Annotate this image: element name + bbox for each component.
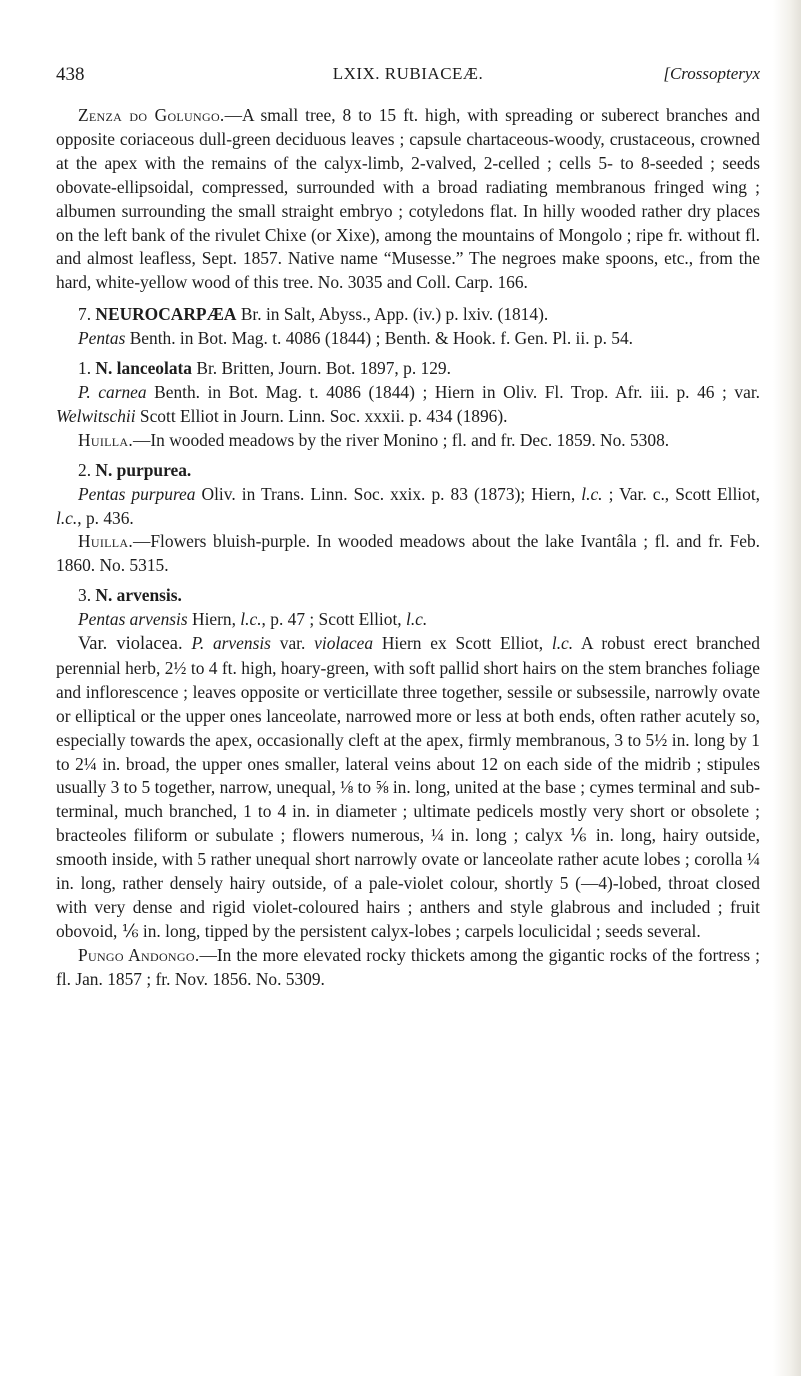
species-citation: Br. Britten, Journ. Bot. 1897, p. 129. (192, 358, 451, 379)
page-header (56, 64, 760, 88)
lc-abbrev: l.c. (551, 633, 574, 654)
species-name: N. arvensis. (95, 585, 182, 606)
lc-abbrev: l.c. (581, 483, 603, 504)
paragraph-zenza (56, 104, 760, 295)
description-text: A robust erect branched perennial herb, 2½ to 4 ft. high, hoary-green, with soft pallid short hairs on the stem branches foliage and inflorescence ; leaves opposite or verticillate three together, sessile or subsessile, narrowly ovate or elliptical or the upper ones lanceolate, narrowed more or less at both ends, often rather acutely so, especially towards the apex, occasionally cleft at the apex, firmly membranous, 3 to 5½ in. long by 1 to 2¼ in. broad, the upper ones smaller, lateral veins about 12 on each side of the midrib ; stipules usually 3 to 5 together, narrow, unequal, ⅛ to ⅝ in. long, united at the base ; cymes terminal and sub-terminal, much branched, 1 to 4 in. in diameter ; ultimate pedicels mostly very short or obsolete ; bracteoles filiform or subulate ; flowers numerous, ¼ in. long ; calyx ⅙ in. long, hairy outside, smooth inside, with 5 rather unequal short narrowly ovate or lanceolate rather acute lobes ; corolla ¼ in. long, rather densely hairy outside, of a pale-violet colour, shortly 5 (—4)-lobed, throat closed with very dense and rigid violet-coloured hairs ; anthers and style glabrous and included ; fruit obovoid, ⅙ in. long, tipped by the persistent calyx-lobes ; carpels loculicidal ; seeds several. (56, 633, 760, 941)
running-title: LXIX. RUBIACEÆ. (332, 64, 484, 83)
genus-number: 7. (78, 304, 92, 325)
genus-name: NEUROCARPÆA (95, 304, 237, 325)
page-body (56, 104, 760, 992)
variety-name: Welwitschii (56, 405, 136, 426)
synonym-citation: Benth. in Bot. Mag. t. 4086 (1844) ; Benth. & Hook. f. Gen. Pl. ii. p. 54. (125, 328, 634, 349)
synonym-citation-cont: Scott Elliot in Journ. Linn. Soc. xxxii. p. 434 (1896). (135, 405, 508, 426)
species-name: N. purpurea. (95, 459, 192, 480)
synonym-citation-cont: ; Var. c., Scott Elliot, (602, 483, 761, 504)
genus-citation: Br. in Salt, Abyss., App. (iv.) p. lxiv. (1814). (236, 304, 549, 325)
synonym-carnea (56, 381, 760, 429)
locality-huilla-2 (56, 530, 760, 578)
locality-text: —In wooded meadows by the river Monino ; fl. and fr. Dec. 1859. No. 5308. (133, 429, 670, 450)
synonym-citation: Benth. in Bot. Mag. t. 4086 (1844) ; Hiern in Oliv. Fl. Trop. Afr. iii. p. 46 ; var. (146, 381, 760, 402)
synonym-citation-cont: , p. 47 ; Scott Elliot, (261, 609, 406, 630)
lc-abbrev: l.c. (406, 609, 428, 630)
synonym-citation-end: , p. 436. (77, 507, 134, 528)
locality-label: Huilla. (78, 531, 133, 552)
synonym-name: Pentas (78, 328, 126, 349)
synonym-name: Pentas arvensis (78, 609, 188, 630)
species-heading-arvensis (56, 584, 760, 608)
variety-name: violacea (314, 633, 374, 654)
species-number: 3. (78, 585, 92, 606)
synonym-name: P. arvensis (191, 633, 271, 654)
synonym-pentas-arvensis (56, 608, 760, 632)
synonym-citation: Hiern, (187, 609, 241, 630)
species-number: 1. (78, 358, 92, 379)
lc-abbrev: l.c. (240, 609, 262, 630)
species-name: N. lanceolata (95, 358, 193, 379)
synonym-citation: Hiern ex Scott Elliot, (373, 633, 552, 654)
page-edge-stain (773, 0, 801, 1376)
locality-huilla-1 (56, 429, 760, 453)
locality-label: Pungo Andongo. (78, 944, 200, 965)
variety-violacea-description (56, 632, 760, 944)
synonym-name: P. carnea (78, 381, 147, 402)
synonym-pentas (56, 327, 760, 351)
page-number: 438 (56, 64, 85, 85)
genus-heading (56, 303, 760, 327)
genus-running-head: [Crossopteryx (663, 64, 760, 83)
locality-label: Zenza do Golungo. (78, 105, 225, 125)
locality-text: —Flowers bluish-purple. In wooded meadows about the lake Ivantâla ; fl. and fr. Feb. 1860. No. 5315. (56, 531, 760, 576)
species-heading-lanceolata (56, 357, 760, 381)
paragraph-text: —A small tree, 8 to 15 ft. high, with spreading or suberect branches and opposite coriaceous dull-green deciduous leaves ; capsule chartaceous-woody, crustaceous, crowned at the apex with the remains of the calyx-limb, 2-valved, 2-celled ; cells 5- to 8-seeded ; seeds obovate-ellipsoidal, compressed, surrounded with a broad radiating membranous fringed wing ; albumen surrounding the small straight embryo ; cotyledons flat. In hilly wooded rather dry places on the left bank of the rivulet Chixe (or Xixe), among the mountains of Mongolo ; ripe fr. without fl. and almost leafless, Sept. 1857. Native name “Musesse.” The negroes make spoons, etc., from the hard, white-yellow wood of this tree. No. 3035 and Coll. Carp. 166. (56, 105, 760, 293)
synonym-text: var. (270, 633, 315, 654)
locality-pungo-andongo (56, 944, 760, 992)
species-number: 2. (78, 459, 92, 480)
synonym-pentas-purpurea (56, 483, 760, 531)
lc-abbrev: l.c. (56, 507, 78, 528)
variety-label: Var. violacea. (78, 634, 183, 655)
locality-label: Huilla. (78, 429, 133, 450)
synonym-citation: Oliv. in Trans. Linn. Soc. xxix. p. 83 (1873); Hiern, (195, 483, 582, 504)
locality-text: —In the more elevated rocky thickets among the gigantic rocks of the fortress ; fl. Jan. 1857 ; fr. Nov. 1856. No. 5309. (56, 944, 760, 989)
synonym-name: Pentas purpurea (78, 483, 196, 504)
species-heading-purpurea (56, 459, 760, 483)
